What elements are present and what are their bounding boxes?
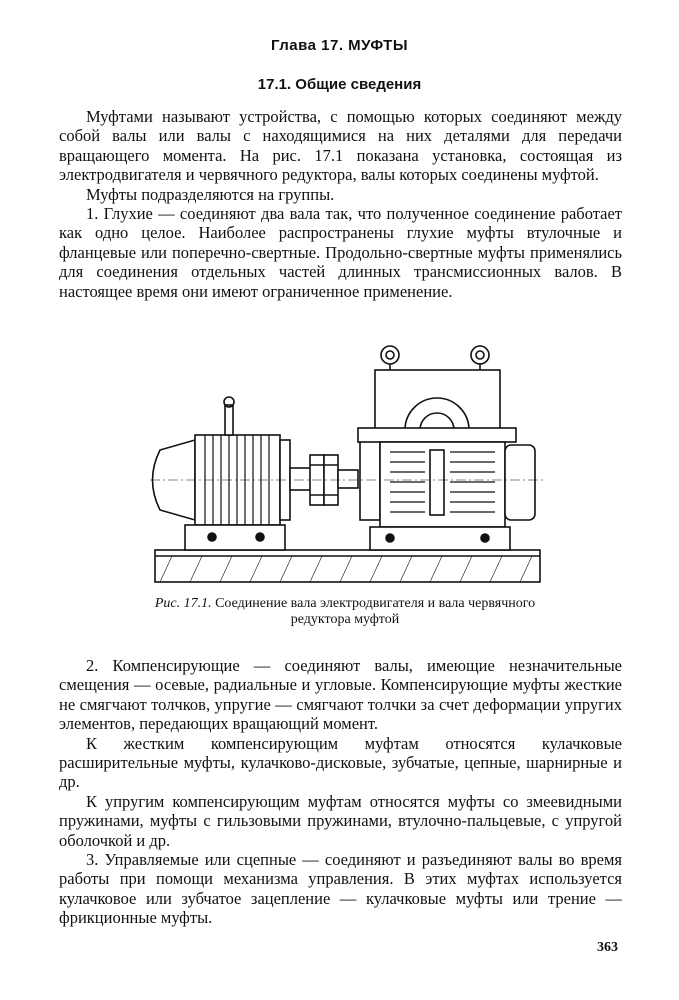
paragraph: Муфты подразделяются на группы. [86, 184, 335, 204]
paragraph: К упругим компенсирующим муфтам относятся муфты со змеевидными пружинами, муфты с гильзовыми пружинами, втулочно-пальцевые, с упругой оболочкой и др. [59, 791, 622, 850]
text-block-bottom [59, 656, 622, 928]
paragraph: К жестким компенсирующим муфтам относятся кулачковые расширительные муфты, кулачково-дисковые, зубчатые, цепные, шарнирные и др. [59, 733, 622, 792]
text-block-top [59, 107, 622, 301]
chapter-title: Глава 17. МУФТЫ [270, 37, 408, 54]
page-number: 363 [597, 940, 618, 955]
section-title: 17.1. Общие сведения [257, 76, 422, 93]
paragraph: 1. Глухие — соединяют два вала так, что полученное соединение работает как одно целое. Наиболее распространены глухие муфты втулочные и фланцевые или поперечно-свертные. Продольно-свертные муфты применялись для соединения отдельных частей длинных трансмиссионных валов. В настоящее время они имеют ограниченное применение. [59, 204, 622, 301]
figure-caption-text: Соединение вала электродвигателя и вала червячного редуктора муфтой [215, 596, 536, 627]
electric-motor [153, 397, 321, 550]
paragraph: 3. Управляемые или сцепные — соединяют и разъединяют валы во время работы при помощи механизма управления. В этих муфтах используется кулачковое или зубчатое зацепление — кулачковые муфты или трение — фрикционные муфты. [59, 850, 622, 928]
figure-caption [130, 596, 560, 628]
motor-gearbox-illustration [150, 340, 550, 590]
worm-gearbox [358, 346, 535, 550]
paragraph: 2. Компенсирующие — соединяют валы, имеющие незначительные смещения — осевые, радиальные и угловые. Компенсирующие муфты жесткие не смягчают толчков, упругие — смягчают толчки за счет деформации упругих элементов, передающих вращающий момент. [59, 656, 622, 734]
paragraph: Муфтами называют устройства, с помощью которых соединяют между собой валы или валы с находящимися на них деталями для передачи вращающего момента. На рис. 17.1 показана установка, состоящая из электродвигателя и червячного редуктора, валы которых соединены муфтой. [59, 107, 622, 185]
figure-number: Рис. 17.1. [154, 596, 212, 611]
